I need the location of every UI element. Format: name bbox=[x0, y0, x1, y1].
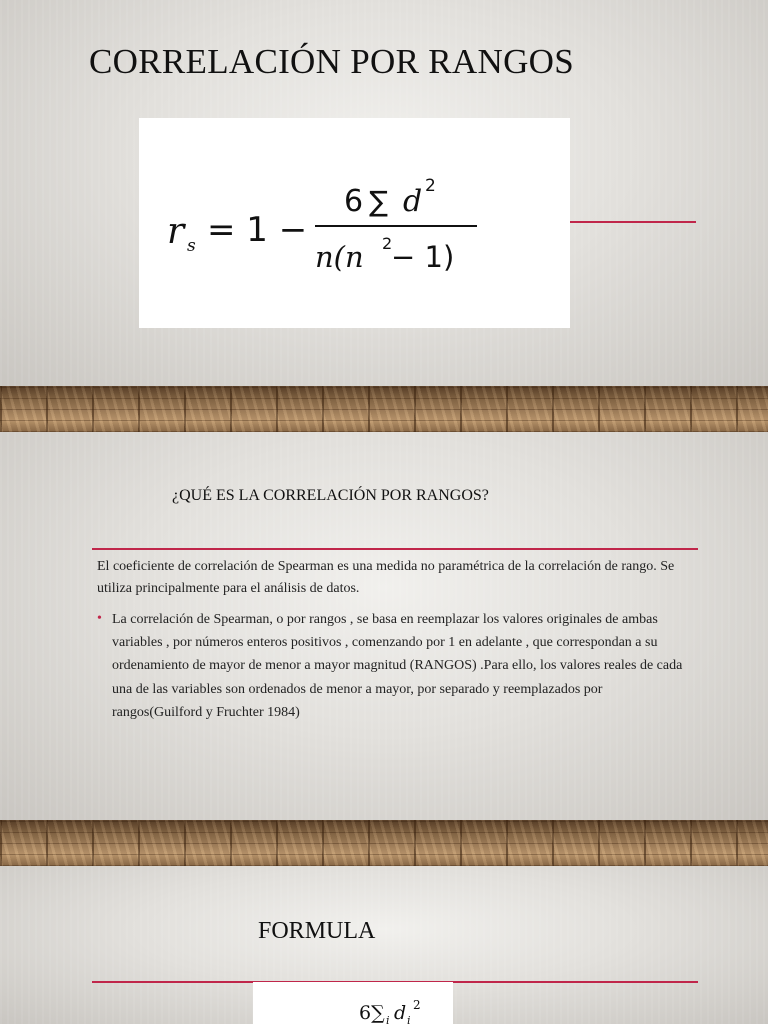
formula2-exp: 2 bbox=[413, 998, 421, 1012]
formula2-numerator: 6∑ bbox=[359, 1002, 385, 1024]
bullet-marker: • bbox=[97, 611, 102, 626]
formula2-var-sub: i bbox=[407, 1014, 411, 1024]
slide-definition bbox=[0, 432, 768, 820]
formula-denominator-exp: 2 bbox=[382, 234, 393, 253]
formula-image-partial bbox=[253, 982, 453, 1024]
slide-title bbox=[0, 0, 768, 386]
formula-lhs: r bbox=[167, 211, 185, 252]
spearman-formula bbox=[139, 118, 570, 328]
bullet-item: La correlación de Spearman, o por rangos , se basa en reemplazar los valores originales de ambas variables , por números enteros positivos , comenzando por 1 en adelante , que correspondan a su ordenamiento de mayor de menor a mayor magnitud (RANGOS) .Para ello, los valores reales de cada una de las variables son ordenados de menor a mayor, por separado y reemplazados por rangos(Guilford y Fruchter 1984) bbox=[112, 612, 683, 720]
formula-denominator: n(n bbox=[315, 240, 364, 274]
sum-symbol: ∑ bbox=[369, 185, 388, 218]
question-title: ¿QUÉ ES LA CORRELACIÓN POR RANGOS? bbox=[172, 487, 489, 504]
slide-title-heading: CORRELACIÓN POR RANGOS bbox=[89, 42, 574, 81]
formula-equals: = 1 − bbox=[207, 210, 308, 250]
formula-denominator-tail: − 1) bbox=[391, 240, 455, 274]
formula-numerator-var: d bbox=[403, 184, 423, 219]
formula-numerator: 6 bbox=[344, 184, 364, 219]
wood-floor-divider bbox=[0, 386, 768, 432]
definition-paragraph: El coeficiente de correlación de Spearman es una medida no paramétrica de la correlación de rango. Se utiliza principalmente para el análisis de datos. bbox=[97, 559, 675, 596]
formula-partial bbox=[253, 982, 453, 1024]
spearman-formula-image bbox=[139, 118, 570, 328]
formula2-var: d bbox=[394, 1002, 407, 1024]
accent-divider bbox=[92, 548, 698, 550]
formula-lhs-sub: s bbox=[187, 236, 196, 256]
accent-divider bbox=[570, 221, 696, 223]
formula2-sum-sub: i bbox=[386, 1014, 390, 1024]
wood-floor-divider bbox=[0, 820, 768, 866]
formula-title: FORMULA bbox=[258, 918, 376, 944]
formula-numerator-exp: 2 bbox=[425, 176, 436, 196]
slide-formula bbox=[0, 866, 768, 1024]
